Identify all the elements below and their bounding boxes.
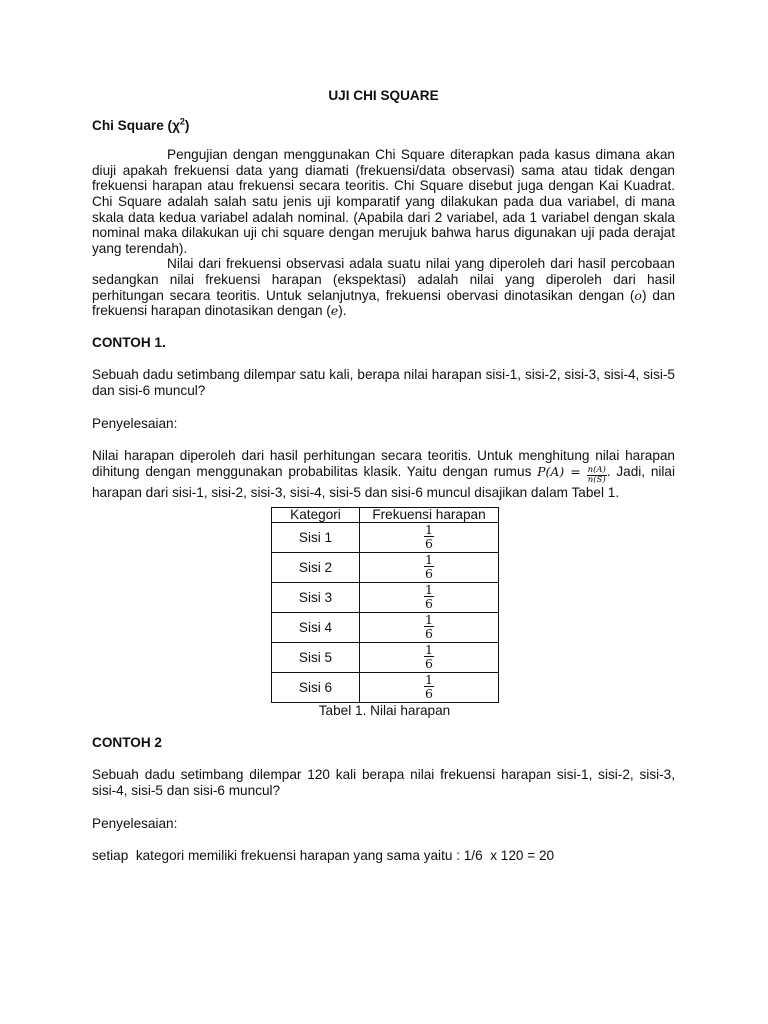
row-category: Sisi 2 xyxy=(272,553,360,583)
fraction xyxy=(424,553,434,580)
header-category: Kategori xyxy=(272,508,360,523)
example1-question: Sebuah dadu setimbang dilempar satu kali, berapa nilai harapan sisi-1, sisi-2, sisi-3, sisi-4, sisi-5 dan sisi-6 muncul? xyxy=(92,367,675,398)
example2-question: Sebuah dadu setimbang dilempar 120 kali berapa nilai frekuensi harapan sisi-1, sisi-2, sisi-3, sisi-4, sisi-5 dan sisi-6 muncul? xyxy=(92,767,675,799)
fraction-numerator: 1 xyxy=(425,552,433,568)
fraction-numerator: 1 xyxy=(425,582,433,598)
row-expected-frequency xyxy=(360,643,499,673)
example2-heading: CONTOH 2 xyxy=(92,734,162,750)
formula-denominator: n(S) xyxy=(587,474,606,485)
row-category: Sisi 4 xyxy=(272,613,360,643)
formula-numerator: n(A) xyxy=(587,464,606,475)
chi-symbol: χ xyxy=(172,117,180,133)
fraction-denominator: 6 xyxy=(425,536,433,552)
formula-end: . xyxy=(606,463,611,479)
example1-heading: CONTOH 1. xyxy=(92,334,166,350)
formula-lhs: P(A) = xyxy=(537,463,587,479)
row-expected-frequency xyxy=(360,613,499,643)
fraction xyxy=(424,673,434,700)
solution-text-2: Jadi, nilai harapan dari sisi-1, sisi-2, sisi-3, sisi-4, sisi-5 dan sisi-6 muncul disajikan dalam Tabel 1. xyxy=(92,463,675,500)
observation-text-1: Nilai dari frekuensi observasi adala suatu nilai yang diperoleh dari hasil percobaan sedangkan nilai frekuensi harapan (ekspektasi) adalah nilai yang diperoleh dari hasil perhitungan secara teoritis. Untuk selanjutnya, frekuensi obervasi dinotasikan dengan ( xyxy=(92,256,675,303)
fraction-numerator: 1 xyxy=(425,642,433,658)
row-category: Sisi 3 xyxy=(272,583,360,613)
table-row xyxy=(272,553,499,583)
fraction-numerator: 1 xyxy=(425,672,433,688)
symbol-e: e xyxy=(330,303,339,319)
document-page xyxy=(92,88,675,864)
row-category: Sisi 1 xyxy=(272,523,360,553)
fraction-numerator: 1 xyxy=(425,522,433,538)
row-expected-frequency xyxy=(360,583,499,613)
subtitle-close: ) xyxy=(184,117,190,133)
table-caption: Tabel 1. Nilai harapan xyxy=(318,703,451,719)
example1-solution xyxy=(92,448,675,500)
example2-solution: setiap kategori memiliki frekuensi harapan yang sama yaitu : 1/6 x 120 = 20 xyxy=(92,848,555,864)
example1-solution-label: Penyelesaian: xyxy=(92,415,178,431)
observation-text-2: ) dan frekuensi harapan dinotasikan dengan ( xyxy=(92,287,676,319)
expected-value-table xyxy=(271,507,499,703)
example2-solution-label: Penyelesaian: xyxy=(92,815,178,831)
formula-fraction xyxy=(587,466,607,485)
fraction xyxy=(424,613,434,640)
table-row xyxy=(272,583,499,613)
table-row xyxy=(272,613,499,643)
table-row xyxy=(272,643,499,673)
fraction-denominator: 6 xyxy=(425,686,433,702)
observation-paragraph xyxy=(92,256,675,318)
fraction-denominator: 6 xyxy=(425,626,433,642)
fraction-denominator: 6 xyxy=(425,566,433,582)
table-row xyxy=(272,673,499,703)
solution-text-1: Nilai harapan diperoleh dari hasil perhitungan secara teoritis. Untuk menghitung nilai harapan dihitung dengan menggunakan probabilitas klasik. Yaitu dengan rumus xyxy=(92,448,675,479)
fraction xyxy=(424,643,434,670)
row-expected-frequency xyxy=(360,523,499,553)
table-header-row xyxy=(272,508,499,523)
fraction-numerator: 1 xyxy=(425,612,433,628)
document-title: UJI CHI SQUARE xyxy=(328,88,439,103)
row-category: Sisi 5 xyxy=(272,643,360,673)
section-subtitle xyxy=(92,118,675,134)
fraction xyxy=(424,523,434,550)
chi-superscript: 2 xyxy=(179,116,185,127)
fraction-denominator: 6 xyxy=(425,656,433,672)
row-expected-frequency xyxy=(360,673,499,703)
observation-text-3: ). xyxy=(338,303,347,319)
fraction-denominator: 6 xyxy=(425,596,433,612)
subtitle-text: Chi Square ( xyxy=(92,117,173,133)
row-category: Sisi 6 xyxy=(272,673,360,703)
fraction xyxy=(424,583,434,610)
row-expected-frequency xyxy=(360,553,499,583)
intro-paragraph: Pengujian dengan menggunakan Chi Square diterapkan pada kasus dimana akan diuji apakah frekuensi data yang diamati (frekuensi/data observasi) sama atau tidak dengan frekuensi harapan atau frekuensi secara teoritis. Chi Square disebut juga dengan Kai Kuadrat. Chi Square adalah salah satu jenis uji komparatif yang dilakukan pada dua variabel, di mana skala data kedua variabel adalah nominal. (Apabila dari 2 variabel, ada 1 variabel dengan skala nominal maka dilakukan uji chi square dengan merujuk bahwa harus digunakan uji pada derajat yang terendah). xyxy=(92,147,675,256)
header-expected-frequency: Frekuensi harapan xyxy=(360,508,499,523)
symbol-o: o xyxy=(634,287,642,303)
table-row xyxy=(272,523,499,553)
